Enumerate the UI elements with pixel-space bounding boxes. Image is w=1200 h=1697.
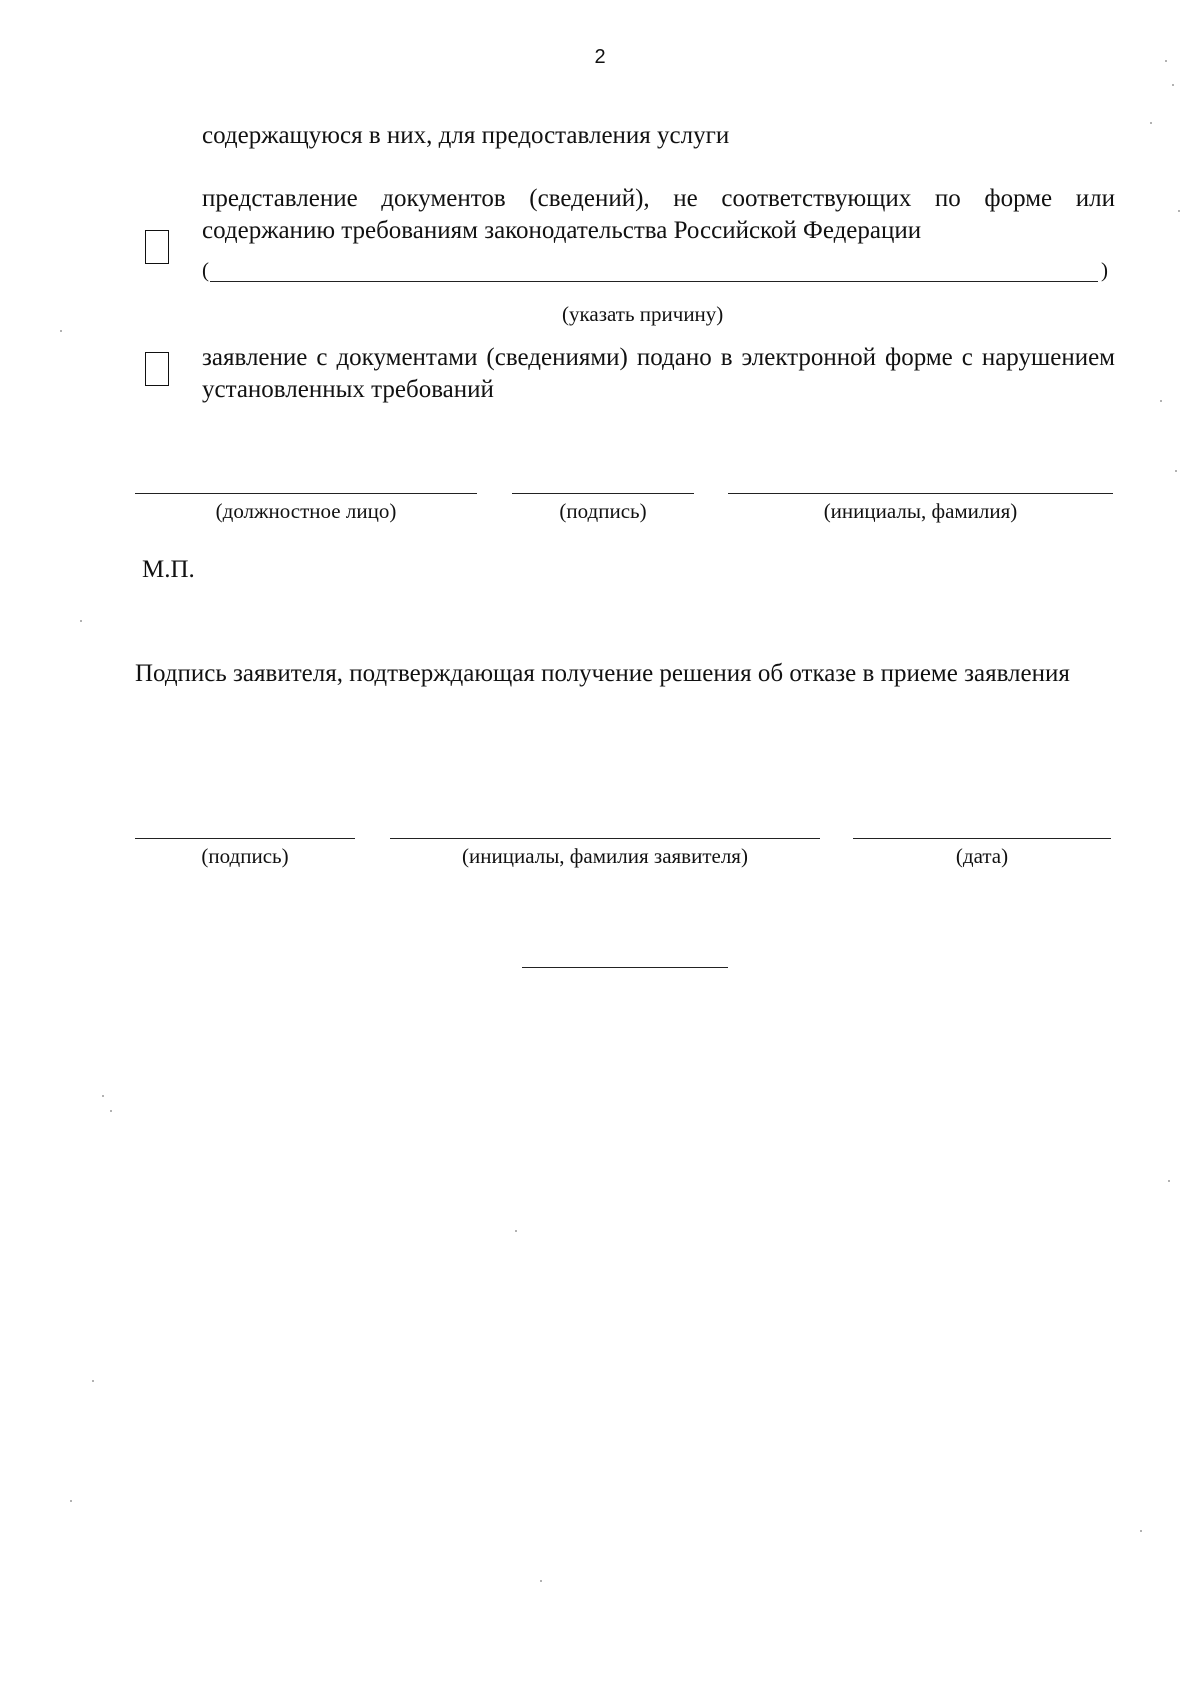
applicant-signature-line[interactable] bbox=[135, 838, 355, 839]
official-signature-caption: (подпись) bbox=[559, 499, 647, 523]
applicant-name-caption: (инициалы, фамилия заявителя) bbox=[462, 844, 748, 868]
official-signature-line[interactable] bbox=[512, 493, 694, 494]
reason-1-cause-field[interactable] bbox=[210, 281, 1098, 282]
applicant-date-caption: (дата) bbox=[955, 844, 1009, 868]
applicant-date-line[interactable] bbox=[853, 838, 1111, 839]
stamp-place: М.П. bbox=[142, 556, 195, 583]
official-name-line[interactable] bbox=[728, 493, 1113, 494]
reason-2-checkbox[interactable] bbox=[145, 352, 169, 386]
end-separator-line bbox=[522, 967, 728, 968]
official-name-caption: (инициалы, фамилия) bbox=[823, 499, 1018, 523]
official-position-caption: (должностное лицо) bbox=[215, 499, 397, 523]
applicant-confirmation-text: Подпись заявителя, подтверждающая получение решения об отказе в приеме заявления bbox=[135, 660, 1070, 687]
page-number: 2 bbox=[594, 46, 606, 68]
reason-1-checkbox[interactable] bbox=[145, 230, 169, 264]
official-position-line[interactable] bbox=[135, 493, 477, 494]
reason-1-text: представление документов (сведений), не соответствующих по форме или содержанию требованиям законодательства Российской Федерации bbox=[202, 185, 1115, 244]
applicant-signature-caption: (подпись) bbox=[201, 844, 289, 868]
continuation-text: содержащуюся в них, для предоставления услуги bbox=[202, 122, 730, 149]
reason-2-text: заявление с документами (сведениями) подано в электронной форме с нарушением установленных требований bbox=[202, 344, 1115, 403]
reason-1-open-paren: ( bbox=[202, 258, 209, 282]
applicant-name-line[interactable] bbox=[390, 838, 820, 839]
reason-1-hint: (указать причину) bbox=[562, 302, 724, 326]
reason-1-close-paren: ) bbox=[1101, 258, 1108, 282]
